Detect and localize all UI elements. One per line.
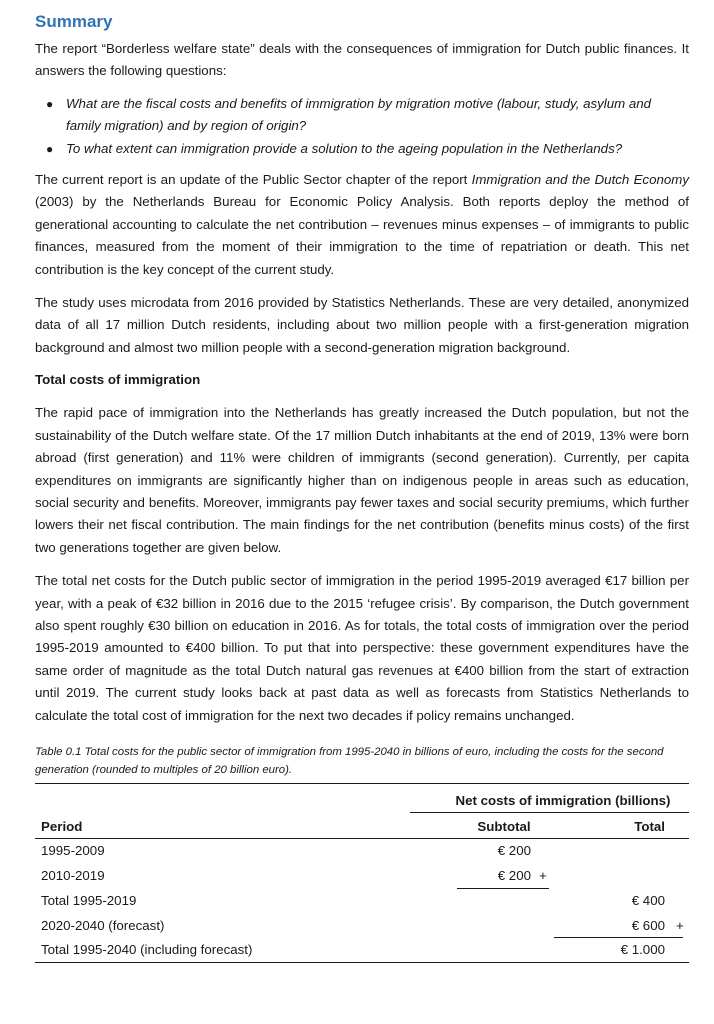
bullet-icon: ● bbox=[46, 96, 54, 111]
document-page bbox=[35, 10, 689, 969]
plus-sign: + bbox=[676, 917, 684, 933]
table-row-subtotal: € 200 bbox=[497, 867, 531, 883]
table-group-header: Net costs of immigration (billions) bbox=[455, 792, 671, 808]
intro-paragraph: The report “Borderless welfare state” deals with the consequences of immigration for Dutch public finances. It answers the following questions: bbox=[35, 41, 689, 79]
column-header-total: Total bbox=[634, 818, 665, 834]
cited-report-title: Immigration and the Dutch Economy bbox=[471, 172, 689, 188]
table-caption: Table 0.1 Total costs for the public sector of immigration from 1995-2040 in billions of euro, including the costs for the second generation (rounded to multiples of 20 billion euro). bbox=[35, 745, 664, 777]
table-row-total: € 400 bbox=[631, 892, 665, 908]
plus-sign: + bbox=[539, 867, 547, 883]
table-bottom-rule bbox=[35, 962, 689, 963]
table-row-period: 2010-2019 bbox=[41, 867, 105, 883]
costs-table bbox=[35, 784, 689, 969]
column-header-subtotal: Subtotal bbox=[477, 818, 531, 834]
section-heading: Total costs of immigration bbox=[35, 372, 201, 388]
table-row-total: € 1.000 bbox=[620, 941, 665, 957]
list-item: ● To what extent can immigration provide a solution to the ageing population in the Netherlands? bbox=[35, 138, 689, 160]
list-item: ● What are the fiscal costs and benefits of immigration by migration motive (labour, study, asylum and family migration) and by region of origin? bbox=[35, 93, 689, 138]
subtotal-sum-rule bbox=[457, 888, 549, 889]
microdata-paragraph: The study uses microdata from 2016 provided by Statistics Netherlands. These are very detailed, anonymized data of all 17 million Dutch residents, including about two million people with a first-generation migration background and almost two million people with a second-generation migration background. bbox=[35, 295, 689, 355]
net-costs-paragraph: The total net costs for the Dutch public sector of immigration in the period 1995-2019 averaged €17 billion per year, with a peak of €32 billion in 2016 due to the 2015 ‘refugee crisis’. By comparison, the Dutch government also spent roughly €30 billion on education in 2016. As for totals, the total costs of immigration over the period 1995-2019 amounted to €400 billion. To put that into perspective: these government expenditures have the same order of magnitude as the total Dutch natural gas revenues at €400 billion from the start of extraction until 2019. The current study looks back at past data as well as forecasts from Statistics Netherlands to calculate the total cost of immigration for the next two decades if policy remains unchanged. bbox=[35, 573, 689, 723]
immigration-pace-paragraph: The rapid pace of immigration into the Netherlands has greatly increased the Dutch population, but not the sustainability of the Dutch welfare state. Of the 17 million Dutch inhabitants at the end of 2019, 13% were born abroad (first generation) and 11% were children of immigrants (second generation). Currently, per capita expenditures on immigrants are significantly higher than on indigenous people in areas such as education, social security and benefits. Moreover, immigrants pay fewer taxes and social security premiums, which further lowers their net fiscal contribution. The main findings for the net contribution (benefits minus costs) of the first two generations together are given below. bbox=[35, 405, 689, 555]
report-update-paragraph: The current report is an update of the Public Sector chapter of the report Immigration and the Dutch Economy (2003) by the Netherlands Bureau for Economic Policy Analysis. Both reports deploy the method of generational accounting to calculate the net contribution – revenues minus expenses – of immigrants to public finances, measured from the moment of their immigration to the time of repatriation or death. This net contribution is the key concept of the current study. bbox=[35, 172, 689, 277]
column-header-period: Period bbox=[41, 818, 83, 834]
table-row-total: € 600 bbox=[631, 917, 665, 933]
table-row-period: 1995-2009 bbox=[41, 842, 105, 858]
table-row-subtotal: € 200 bbox=[497, 842, 531, 858]
summary-heading: Summary bbox=[35, 12, 113, 31]
table-row-period: Total 1995-2040 (including forecast) bbox=[41, 941, 253, 957]
bullet-icon: ● bbox=[46, 141, 54, 156]
total-sum-rule bbox=[554, 937, 683, 938]
header-rule bbox=[35, 838, 689, 839]
questions-list bbox=[35, 93, 689, 160]
group-header-rule bbox=[410, 812, 689, 813]
table-row-period: 2020-2040 (forecast) bbox=[41, 917, 165, 933]
table-row-period: Total 1995-2019 bbox=[41, 892, 137, 908]
